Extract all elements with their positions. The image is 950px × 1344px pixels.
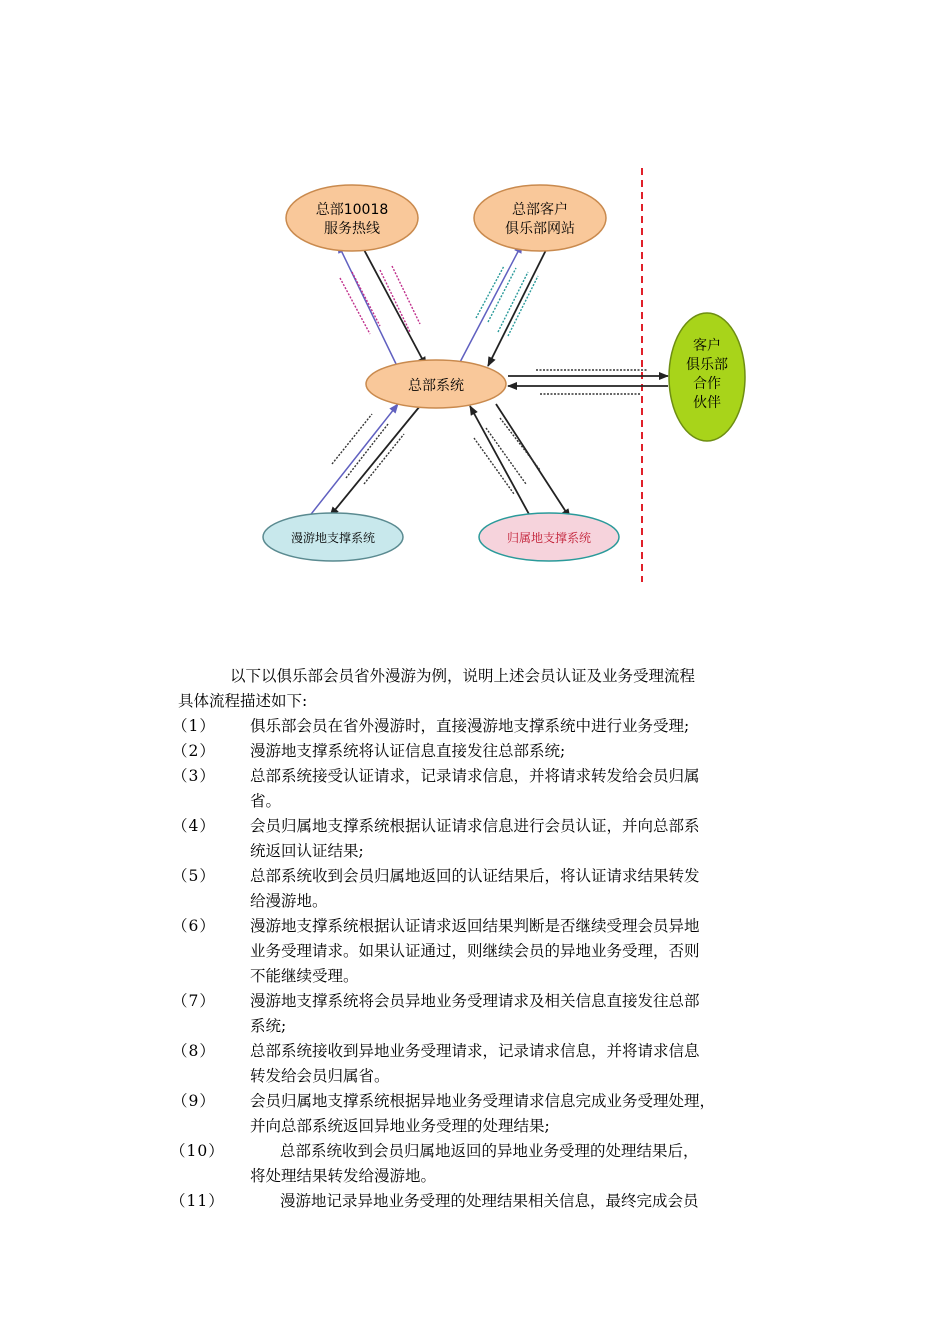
node-hq <box>366 360 506 408</box>
step-item <box>170 739 820 764</box>
step-text-line: 总部系统收到会员归属地返回的异地业务受理的处理结果后， <box>280 1142 699 1160</box>
arrow-hq-to-hotline <box>338 244 398 368</box>
process-description <box>170 664 820 1214</box>
node-hotline <box>286 185 418 251</box>
step-number: （7） <box>172 992 216 1010</box>
step-text-line: 会员归属地支撑系统根据认证请求信息进行会员认证，并向总部系 <box>250 817 700 835</box>
node-hotline-line1: 总部10018 <box>315 202 389 218</box>
step-text-line: 会员归属地支撑系统根据异地业务受理请求信息完成业务受理处理， <box>250 1092 716 1110</box>
step-number: （8） <box>172 1042 216 1060</box>
arrow-home-to-hq <box>470 406 530 516</box>
step-item <box>170 1189 820 1214</box>
step-item <box>170 714 820 739</box>
node-website <box>474 185 606 251</box>
node-partner-line1: 客户 <box>693 338 721 354</box>
step-number: （11） <box>170 1192 225 1210</box>
step-text-line: 转发给会员归属省。 <box>250 1067 390 1085</box>
step-number: （4） <box>172 817 216 835</box>
step-number: （3） <box>172 767 216 785</box>
step-text-line: 给漫游地。 <box>250 892 328 910</box>
arrow-hotline-to-hq <box>362 246 426 366</box>
step-item <box>170 1089 820 1139</box>
step-text-line: 漫游地支撑系统将会员异地业务受理请求及相关信息直接发往总部 <box>250 992 700 1010</box>
node-partner <box>669 313 745 441</box>
arrow-hq-to-website <box>458 244 522 366</box>
step-text-line: 省。 <box>250 792 282 810</box>
node-home <box>479 513 619 561</box>
steps-list <box>170 714 820 1214</box>
step-number: （2） <box>172 742 216 760</box>
step-number: （1） <box>172 717 216 735</box>
step-item <box>170 914 820 989</box>
step-text-line: 系统; <box>250 1017 287 1035</box>
step-text-line: 漫游地支撑系统将认证信息直接发往总部系统; <box>250 742 566 760</box>
step-text-line: 将处理结果转发给漫游地。 <box>250 1167 437 1185</box>
step-item <box>170 764 820 814</box>
step-text-line: 统返回认证结果; <box>250 842 364 860</box>
node-partner-line4: 伙伴 <box>693 395 721 411</box>
step-item <box>170 989 820 1039</box>
step-item <box>170 814 820 864</box>
node-roaming <box>263 513 403 561</box>
node-hq-label: 总部系统 <box>408 378 464 394</box>
node-partner-line3: 合作 <box>693 376 721 392</box>
step-text-line: 并向总部系统返回异地业务受理的处理结果; <box>250 1117 550 1135</box>
step-text-line: 漫游地支撑系统根据认证请求返回结果判断是否继续受理会员异地 <box>250 917 700 935</box>
step-text-line: 漫游地记录异地业务受理的处理结果相关信息，最终完成会员 <box>280 1192 699 1210</box>
step-item <box>170 864 820 914</box>
system-diagram <box>0 0 950 620</box>
step-text-line: 俱乐部会员在省外漫游时，直接漫游地支撑系统中进行业务受理; <box>250 717 690 735</box>
intro-line-2: 具体流程描述如下: <box>178 692 308 710</box>
step-text-line: 业务受理请求。如果认证通过，则继续会员的异地业务受理，否则 <box>250 942 700 960</box>
step-text-line: 不能继续受理。 <box>250 967 359 985</box>
step-item <box>170 1139 820 1189</box>
node-website-line2: 俱乐部网站 <box>505 221 575 237</box>
node-roaming-label: 漫游地支撑系统 <box>290 531 376 545</box>
node-hotline-line2: 服务热线 <box>324 221 380 237</box>
step-number: （6） <box>172 917 216 935</box>
node-home-label: 归属地支撑系统 <box>506 531 592 545</box>
step-number: （10） <box>170 1142 225 1160</box>
node-partner-line2: 俱乐部 <box>686 357 728 373</box>
node-website-line1: 总部客户 <box>512 202 568 218</box>
step-number: （9） <box>172 1092 216 1110</box>
step-number: （5） <box>172 867 216 885</box>
intro-line-1: 以下以俱乐部会员省外漫游为例，说明上述会员认证及业务受理流程 <box>230 667 696 685</box>
step-item <box>170 1039 820 1089</box>
arrow-hq-to-roaming <box>330 406 420 516</box>
arrow-roaming-to-hq <box>308 404 398 518</box>
step-text-line: 总部系统收到会员归属地返回的认证结果后，将认证请求结果转发 <box>250 867 700 885</box>
step-text-line: 总部系统接受认证请求，记录请求信息，并将请求转发给会员归属 <box>250 767 700 785</box>
step-text-line: 总部系统接收到异地业务受理请求，记录请求信息，并将请求信息 <box>250 1042 700 1060</box>
